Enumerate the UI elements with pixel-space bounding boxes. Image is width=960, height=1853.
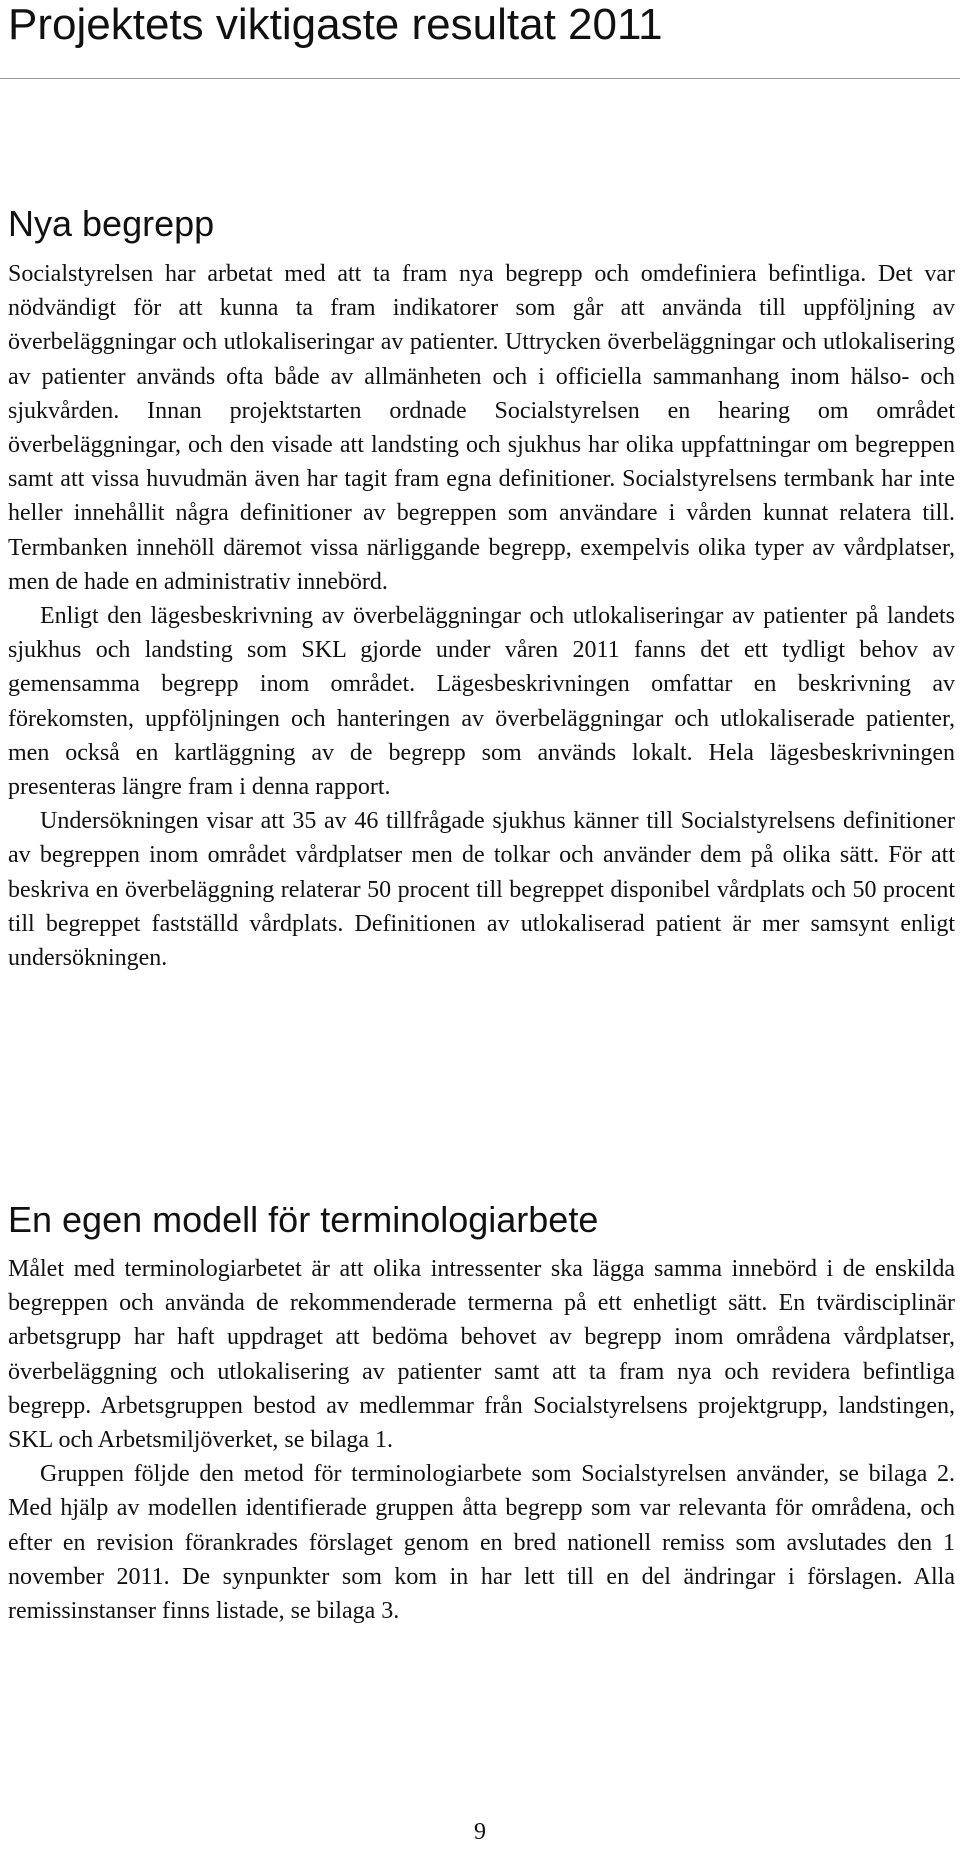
section-body-nya-begrepp [8,257,955,975]
section-body-terminologiarbete [8,1252,955,1628]
title-divider [0,78,960,79]
paragraph: Undersökningen visar att 35 av 46 tillfrågade sjukhus känner till Socialstyrelsens definitioner av begreppen inom området vårdplatser men de tolkar och använder dem på olika sätt. För att beskriva en överbeläggning relaterar 50 procent till begreppet disponibel vårdplats och 50 procent till begreppet fastställd vårdplats. Definitionen av utlokaliserad patient är mer samsynt enligt undersökningen. [8,808,955,972]
paragraph: Socialstyrelsen har arbetat med att ta fram nya begrepp och omdefiniera befintliga. Det var nödvändigt för att kunna ta fram indikatorer som går att använda till uppföljning av överbeläggningar och utlokaliseringar av patienter. Uttrycken överbeläggningar och utlokalisering av patienter används ofta både av allmänheten och i officiella sammanhang inom hälso- och sjukvården. Innan projektstarten ordnade Socialstyrelsen en hearing om området överbeläggningar, och den visade att landsting och sjukhus har olika uppfattningar om begreppen samt att vissa huvudmän även har tagit fram egna definitioner. Socialstyrelsens termbank har inte heller innehållit några definitioner av begreppen som användare i vården kunnat relatera till. Termbanken innehöll däremot vissa närliggande begrepp, exempelvis olika typer av vårdplatser, men de hade en administrativ innebörd. [8,261,955,595]
section-heading-terminologiarbete: En egen modell för terminologiarbete [8,1199,599,1240]
paragraph: Gruppen följde den metod för terminologiarbete som Socialstyrelsen använder, se bilaga 2. Med hjälp av modellen identifierade gruppen åtta begrepp som var relevanta för områdena, och efter en revision förankrades förslaget genom en bred nationell remiss som avslutades den 1 november 2011. De synpunkter som kom in har lett till en del ändringar i förslagen. Alla remissinstanser finns listade, se bilaga 3. [8,1461,955,1625]
section-heading-nya-begrepp: Nya begrepp [8,203,215,244]
page-title: Projektets viktigaste resultat 2011 [8,0,663,49]
paragraph: Målet med terminologiarbetet är att olika intressenter ska lägga samma innebörd i de enskilda begreppen och använda de rekommenderade termerna på ett enhetligt sätt. En tvärdisciplinär arbetsgrupp har haft uppdraget att bedöma behovet av begrepp inom områdena vårdplatser, överbeläggning och utlokalisering av patienter samt att ta fram nya och revidera befintliga begrepp. Arbetsgruppen bestod av medlemmar från Socialstyrelsens projektgrupp, landstingen, SKL och Arbetsmiljöverket, se bilaga 1. [8,1256,955,1454]
page-number: 9 [474,1819,486,1845]
paragraph: Enligt den lägesbeskrivning av överbeläggningar och utlokaliseringar av patienter på landets sjukhus och landsting som SKL gjorde under våren 2011 fanns det ett tydligt behov av gemensamma begrepp inom området. Lägesbeskrivningen omfattar en beskrivning av förekomsten, uppföljningen och hanteringen av överbeläggningar och utlokaliserade patienter, men också en kartläggning av de begrepp som används lokalt. Hela lägesbeskrivningen presenteras längre fram i denna rapport. [8,603,955,801]
